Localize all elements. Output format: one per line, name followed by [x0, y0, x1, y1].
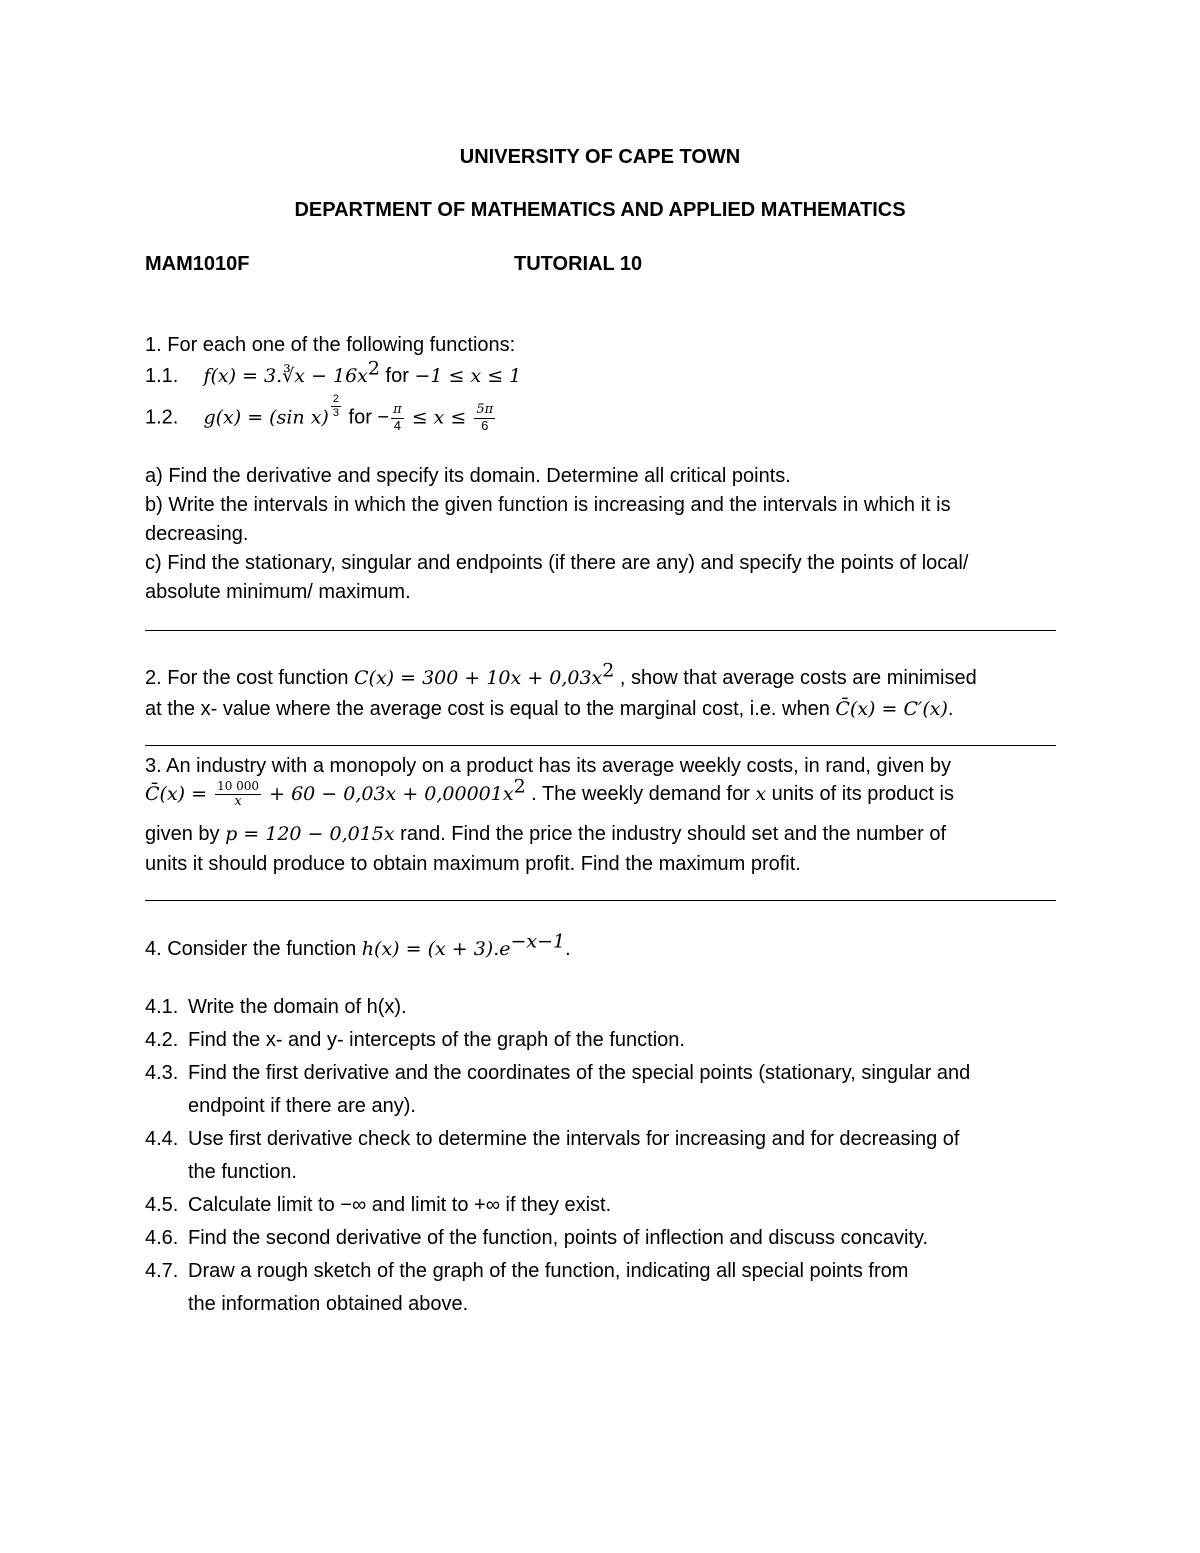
q1-item-2 [145, 393, 497, 433]
q3-average-cost: C̄(x) = [145, 783, 214, 806]
course-code: MAM1010F [145, 253, 250, 275]
q3-line1: 3. An industry with a monopoly on a product has its average weekly costs, in rand, given by [145, 755, 951, 777]
q3-exponent: 2 [513, 775, 526, 798]
q3-price-function: p = 120 − 0,015x [225, 823, 395, 845]
divider-1 [145, 630, 1056, 631]
tutorial-number: TUTORIAL 10 [514, 253, 643, 275]
q4-item [145, 1257, 1060, 1290]
q4-item-text: Find the x- and y- intercepts of the graph of the function. [188, 1029, 685, 1051]
q4-item-number: 4.4. [145, 1128, 179, 1150]
q4-item [145, 1158, 1060, 1191]
q3-demand-a: . The weekly demand for [525, 783, 756, 806]
q4-item [145, 993, 1060, 1026]
q2-line2 [145, 695, 953, 724]
q1-item-2-function: g(x) = (sin x) [203, 406, 329, 429]
q3-line3 [145, 820, 946, 849]
q4-item-text: the information obtained above. [188, 1293, 469, 1315]
q3-fraction: $\frac{10 000}{x}$ [217, 779, 260, 809]
q1-part-c-line1: c) Find the stationary, singular and endpoints (if there are any) and specify the points of local/ [145, 552, 969, 574]
q4-item-text: Draw a rough sketch of the graph of the function, indicating all special points from [188, 1260, 909, 1282]
q3-demand-b: units of its product is [766, 783, 954, 806]
q4-item-text: Find the first derivative and the coordinates of the special points (stationary, singular and [188, 1062, 971, 1084]
q3-demand-var: x [755, 783, 767, 806]
university-title: UNIVERSITY OF CAPE TOWN [459, 146, 741, 168]
q4-item [145, 1191, 1060, 1224]
q1-item-1-for: for [380, 365, 415, 387]
q4-intro [145, 930, 571, 964]
q2-cost-function: C(x) = 300 + 10x + 0,03x [354, 667, 603, 689]
q1-part-b-line2: decreasing. [145, 523, 249, 545]
q4-item-number: 4.1. [145, 996, 179, 1018]
q3-line4: units it should produce to obtain maximum profit. Find the maximum profit. [145, 853, 801, 875]
q2-condition-end: . [947, 698, 954, 720]
q4-item [145, 1125, 1060, 1158]
q1-part-c-line2: absolute minimum/ maximum. [145, 581, 411, 603]
q4-item [145, 1059, 1060, 1092]
q1-item-1-exponent: 2 [367, 357, 380, 380]
q1-item-2-number: 1.2. [145, 406, 179, 429]
department-title: DEPARTMENT OF MATHEMATICS AND APPLIED MATHEMATICS [294, 199, 906, 221]
q1-item-2-inequality: ≤ x ≤ [405, 406, 473, 429]
divider-3 [145, 900, 1056, 901]
q2-condition-text: at the x- value where the average cost is equal to the marginal cost, i.e. when [145, 698, 836, 720]
q1-intro: 1. For each one of the following functions: [145, 334, 516, 356]
q4-intro-end: . [565, 938, 571, 960]
q1-item-1-function: f(x) = 3.∛x − 16x [203, 365, 368, 387]
q4-item-text: Write the domain of h(x). [188, 996, 407, 1018]
q4-item [145, 1290, 1060, 1323]
q1-part-b-line1: b) Write the intervals in which the given function is increasing and the intervals in which it is [145, 494, 951, 516]
q3-given-by: given by [145, 823, 226, 845]
q1-item-2-for: for − [342, 406, 390, 429]
q4-item-number: 4.7. [145, 1260, 179, 1282]
q1-item-1-number: 1.1. [145, 365, 179, 387]
q2-intro: 2. For the cost function [145, 667, 354, 689]
q4-item [145, 1224, 1060, 1257]
q4-item-text: Use first derivative check to determine the intervals for increasing and for decreasing of [188, 1128, 960, 1150]
q1-item-1 [145, 357, 522, 391]
q4-item-text: Calculate limit to −∞ and limit to +∞ if they exist. [188, 1194, 612, 1216]
q4-exponent: −x−1 [510, 930, 566, 953]
q1-item-2-lower-bound: $\frac{\pi}{4}$ [393, 401, 402, 433]
q1-item-1-range: −1 ≤ x ≤ 1 [414, 365, 522, 387]
q4-item [145, 1026, 1060, 1059]
q4-item-number: 4.6. [145, 1227, 179, 1249]
q2-exponent: 2 [602, 659, 615, 682]
q1-item-2-exponent: $\frac{2}{3}$ [332, 393, 339, 419]
q4-item-number: 4.3. [145, 1062, 179, 1084]
q4-item-text: endpoint if there are any). [188, 1095, 416, 1117]
q3-task: rand. Find the price the industry should set and the number of [394, 823, 947, 845]
q3-average-cost-rest: + 60 − 0,03x + 0,00001x [263, 783, 514, 806]
divider-2 [145, 745, 1056, 746]
q1-item-2-upper-bound: $\frac{5\pi}{6}$ [476, 401, 494, 433]
q1-parts [145, 462, 1060, 607]
q2-condition-math: C̄(x) = C′(x) [835, 698, 948, 720]
q2-claim: , show that average costs are minimised [614, 667, 977, 689]
q4-items [145, 993, 1060, 1323]
q4-function: h(x) = (x + 3).e [361, 938, 511, 960]
q4-item-number: 4.2. [145, 1029, 179, 1051]
q4-intro-text: 4. Consider the function [145, 938, 362, 960]
q3-line2 [145, 775, 954, 810]
q4-item [145, 1092, 1060, 1125]
q4-item-text: Find the second derivative of the function, points of inflection and discuss concavity. [188, 1227, 929, 1249]
q4-item-number: 4.5. [145, 1194, 179, 1216]
q2-line1 [145, 659, 977, 693]
q4-item-text: the function. [188, 1161, 297, 1183]
q1-part-a: a) Find the derivative and specify its domain. Determine all critical points. [145, 465, 791, 487]
